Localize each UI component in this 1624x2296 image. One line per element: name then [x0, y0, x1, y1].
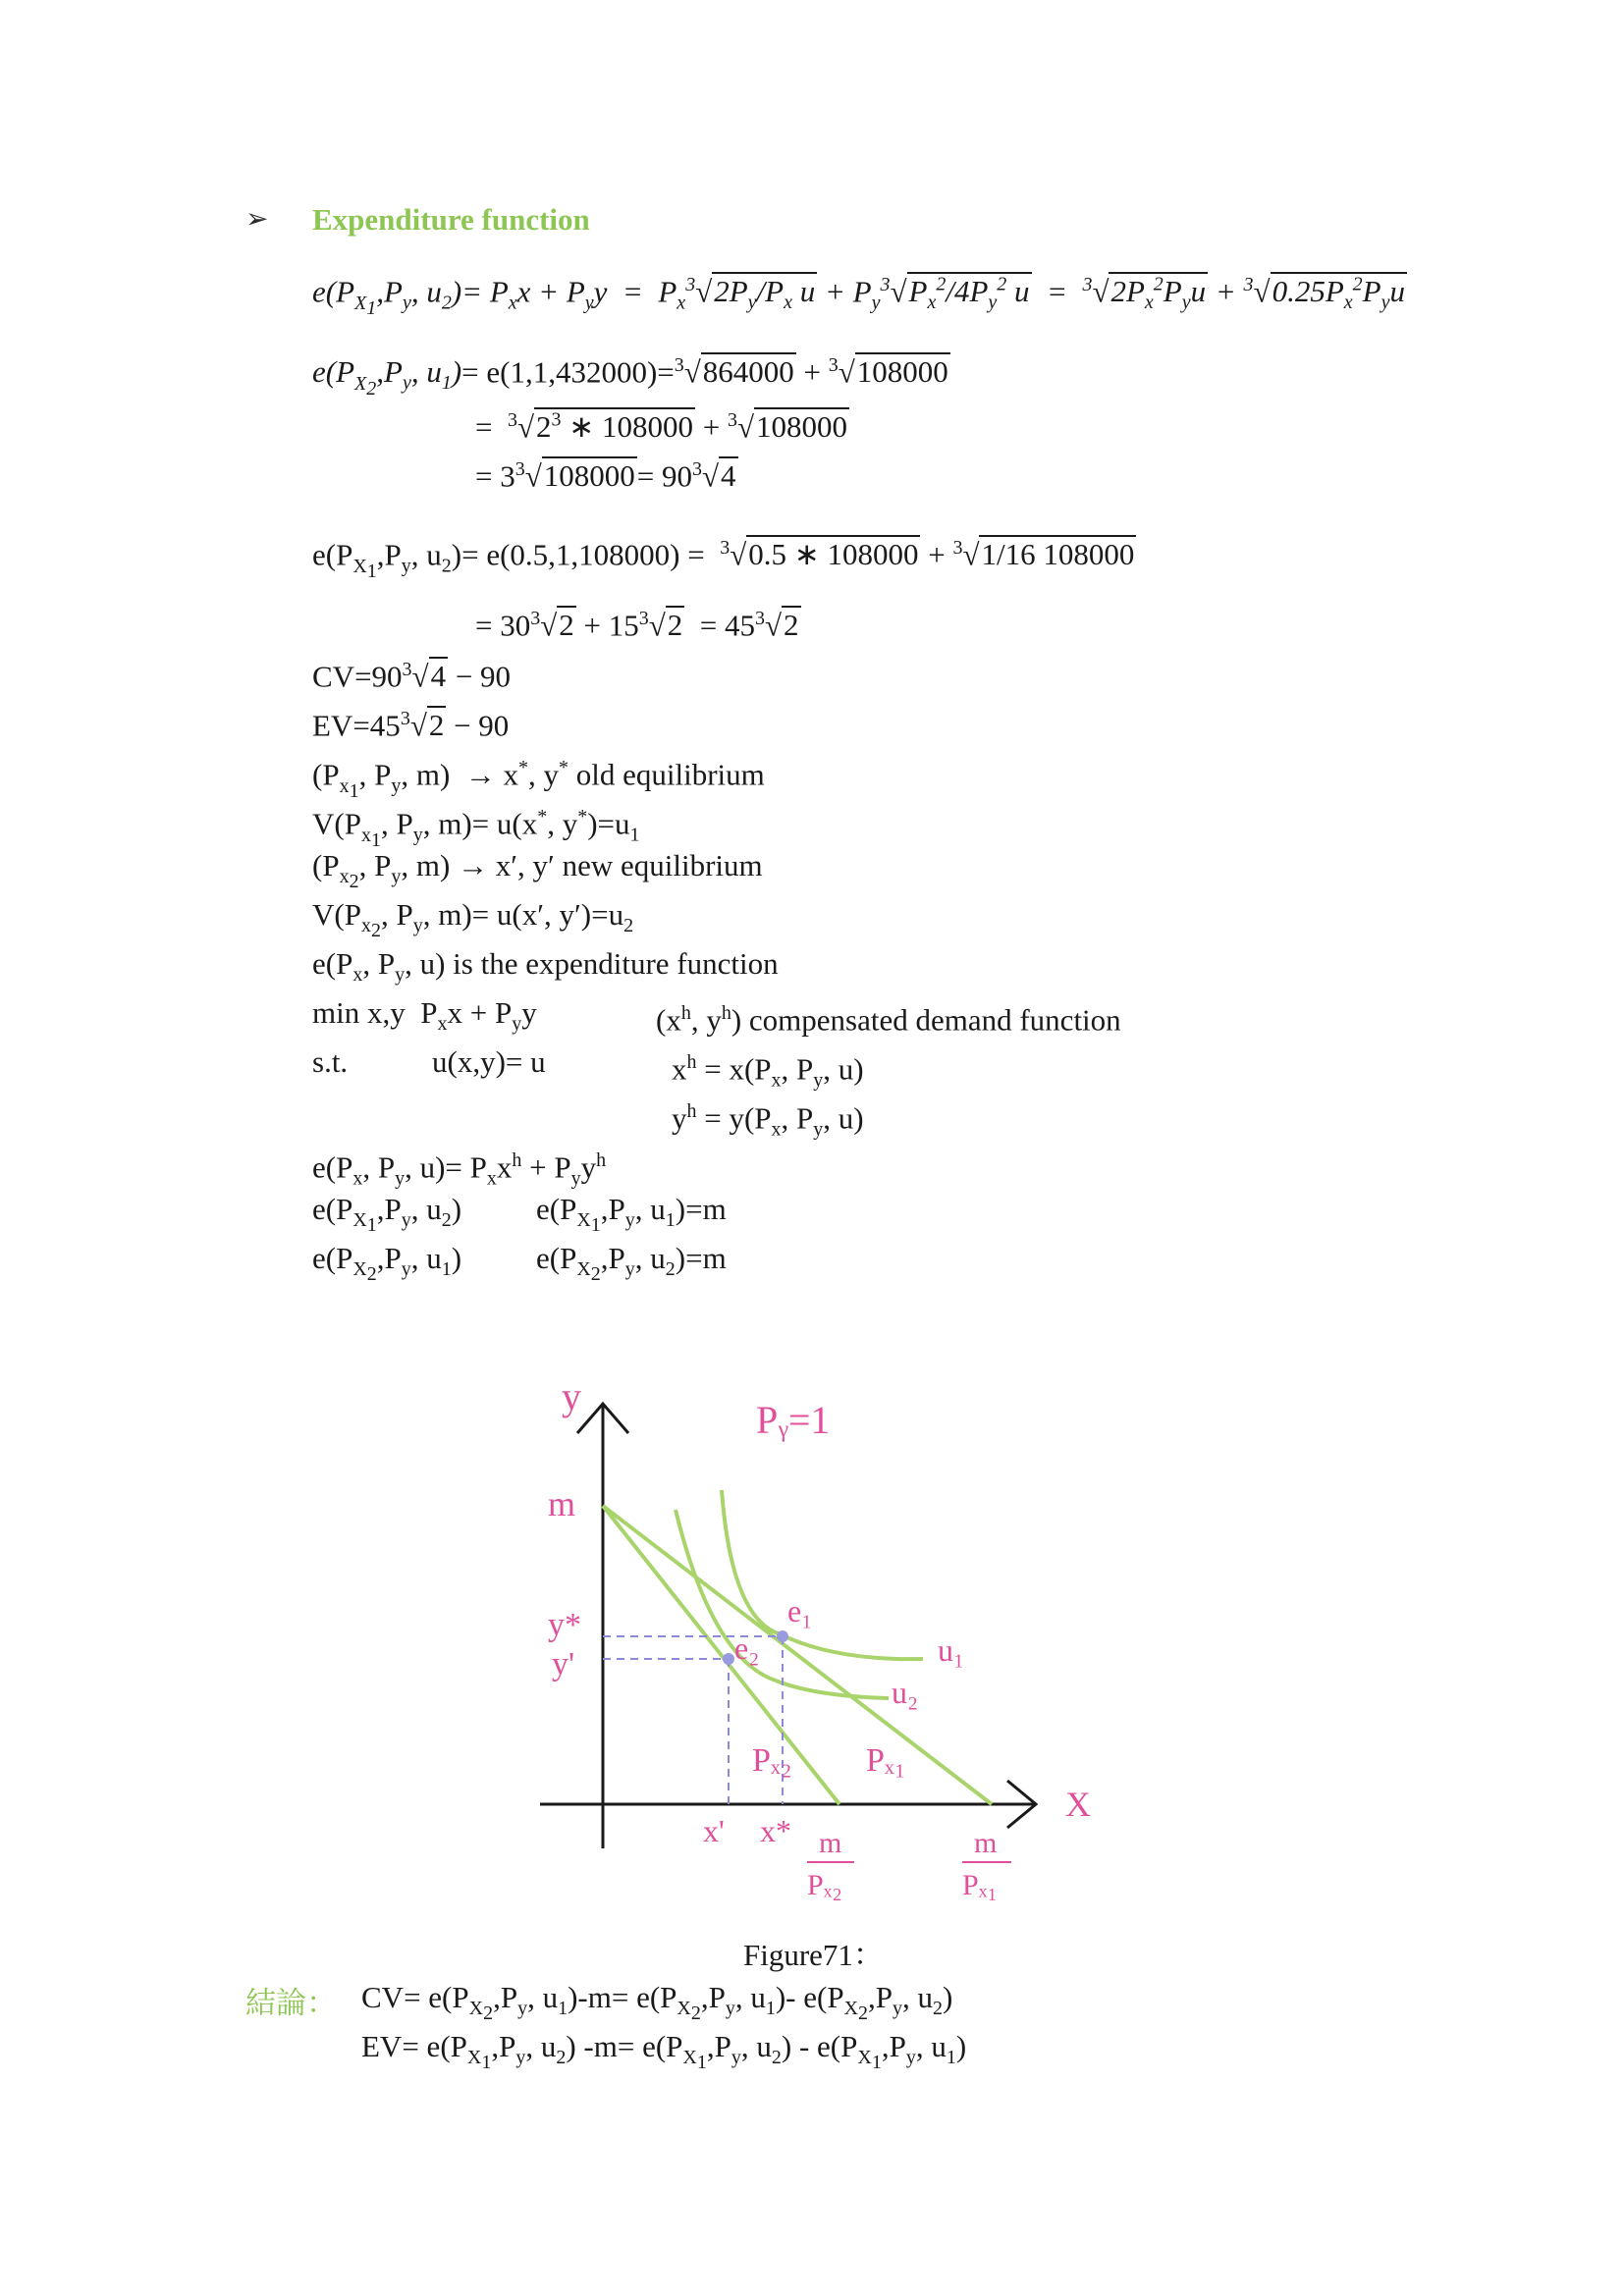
new-equilibrium-line: ($P_{x_2}$, $P_y$, m) → x′, y′ new equilibrium — [312, 848, 763, 893]
px2-label: Pₓ₂ — [752, 1742, 792, 1779]
conclusion-label: 結論： — [245, 1986, 337, 2020]
equation-line-3: = $^3√2^3$ ∗ 108000 + $^3$√108000 — [475, 409, 847, 445]
m-over-px2-numerator: m — [819, 1827, 842, 1859]
xh-line: $x^h = x(P_x$, $P_y$, u) — [672, 1051, 864, 1092]
equation-line-2: $e(P_{X_2},P_y$, $u_1)= e(1,1,432000)=^3√864000 + ^3√108000$ — [312, 354, 948, 400]
axis-x-label: X — [1065, 1785, 1091, 1824]
e1-label: e₁ — [787, 1593, 813, 1629]
e2-label: e₂ — [734, 1630, 760, 1666]
point-e2 — [723, 1653, 734, 1665]
yh-line: $y^h = y(P_x$, $P_y$, u) — [672, 1100, 864, 1141]
constraint-line: u(x,y)= u — [432, 1044, 546, 1079]
figure-71-diagram — [520, 1364, 1129, 1934]
m-label: m — [548, 1484, 576, 1523]
minimization-line: min x,y $P_xx + P_yy$ — [312, 995, 537, 1036]
expenditure-identity-line: $e(P_x$, $P_y$, $u)= P_xx^h + P_yy^h$ — [312, 1149, 607, 1190]
expenditure-pair-1a: $e(P_{X_1},P_y$, $u_2$) — [312, 1192, 462, 1237]
point-e1 — [777, 1630, 788, 1642]
bullet-arrow-icon: ➢ — [245, 204, 269, 235]
equation-line-4: = $3^3√108000= 90^3√4$ — [475, 458, 736, 494]
cv-line: $CV=90^3√4 - 90$ — [312, 659, 512, 694]
expenditure-pair-1b: $e(P_{X_1},P_y$, $u_1)=m$ — [536, 1192, 727, 1237]
equation-line-5: $e(P_{X_1},P_y$, $u_2)= e(0.5,1,108000) = ^3√0.5$ ∗ 108000 + $^3$√1/16 108000 — [312, 537, 1135, 582]
axis-y-label: y — [562, 1374, 581, 1418]
m-over-px1-numerator: m — [974, 1827, 998, 1859]
equation-line-6: = $30^3√2 + 15^3√2 = 45^3√2$ — [475, 608, 799, 643]
expenditure-pair-2b: $e(P_{X_2},P_y$, $u_2)=m$ — [536, 1241, 727, 1286]
u2-label: u₂ — [892, 1675, 919, 1710]
old-equilibrium-line: ($P_{x_1}$, $P_y$, m) → x*, y* old equilibrium — [312, 757, 765, 802]
m-over-px1-denominator: Pₓ₁ — [962, 1869, 998, 1901]
y-prime-label: y' — [552, 1646, 575, 1682]
y-star-label: y* — [548, 1607, 581, 1643]
expenditure-pair-2a: $e(P_{X_2},P_y$, $u_1$) — [312, 1241, 462, 1286]
budget-line-px1 — [603, 1506, 992, 1804]
py-label: Pᵧ=1 — [756, 1398, 831, 1442]
px1-label: Pₓ₁ — [866, 1742, 906, 1779]
x-prime-label: x' — [703, 1813, 725, 1848]
figure-caption: Figure71： — [743, 1938, 884, 1972]
conclusion-cv: $CV= e(P_{X_2},P_y$, $u_1)-m= e(P_{X_2},P_y$, $u_1)-$ $e(P_{X_2},P_y$, $u_2$) — [361, 1980, 953, 2025]
conclusion-ev: $EV= e(P_{X_1},P_y$, $u_2$) $-m= e(P_{X_1},P_y$, $u_2) - e(P_{X_1},P_y$, $u_1$) — [361, 2029, 967, 2074]
x-star-label: x* — [760, 1813, 791, 1848]
m-over-px2-denominator: Pₓ₂ — [807, 1869, 842, 1901]
equation-line-1: $e(P_{X_1},P_y$, $u_2)= P_xx + P_yy = P_x^3√2P_y/P_x$ $u + P_y^3√P_x^2/4P_y^2$ $u = ^3√2P_x^2P_yu + ^3√0.25P_x^2P_yu$ — [312, 274, 1405, 319]
indirect-utility-new-line: $V(P_{x_2}$, $P_y$, m)= u(x′, $y')=u_2$ — [312, 897, 634, 942]
indirect-utility-old-line: $V(P_{x_1}$, $P_y$, m)= u(x*, $y^*)=u_1$ — [312, 806, 640, 851]
budget-line-px2 — [603, 1506, 839, 1804]
compensated-demand-line: ($x^h$, $y^h$) compensated demand function — [656, 1002, 1121, 1038]
constraint-label: s.t. — [312, 1044, 349, 1079]
u1-label: u₁ — [938, 1632, 965, 1668]
section-heading: Expenditure function — [312, 202, 590, 237]
expenditure-definition-line: $e(P_x$, $P_y$, u) is the expenditure function — [312, 946, 779, 987]
ev-line: $EV=45^3√2 - 90$ — [312, 708, 510, 743]
